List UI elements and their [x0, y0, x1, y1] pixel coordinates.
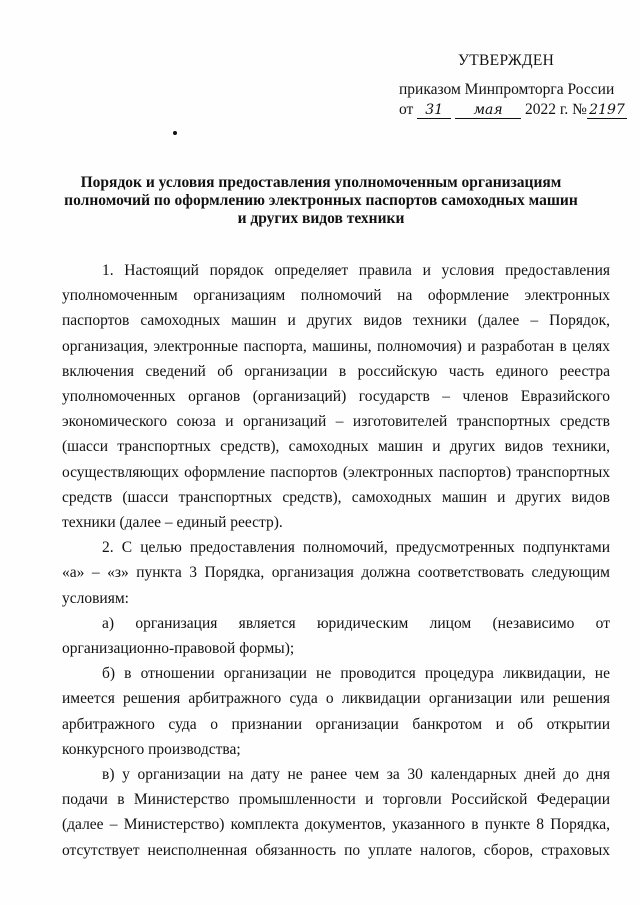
date-prefix: от — [399, 101, 414, 118]
paragraph-2a: а) организация является юридическим лицом (независимо от организационно-правовой формы); — [62, 614, 610, 658]
title-line-1: Порядок и условия предоставления уполномоченным организациям — [80, 174, 562, 191]
title-line-3: и других видов техники — [237, 210, 405, 227]
approval-title: УТВЕРЖДЕН — [458, 52, 555, 69]
handwritten-day: 31 — [417, 102, 451, 119]
paragraph-2: 2. С целью предоставления полномочий, предусмотренных подпунктами «а» – «з» пункта 3 Порядка, организация должна соответствовать следующим условиям: — [62, 539, 610, 607]
paragraph-1: 1. Настоящий порядок определяет правила и условия предоставления уполномоченным организациям полномочий на оформление электронных паспортов самоходных машин и других видов техники (далее – Порядок, организация, электронные паспорта, машины, полномочия) и разработан в целях включения сведений об организации в российскую часть единого реестра уполномоченных органов (организаций) государств – членов Евразийского экономического союза и организаций – изготовителей транспортных средств (шасси транспортных средств), самоходных машин и других видов техники, осуществляющих оформление паспортов (электронных паспортов) транспортных средств (шасси транспортных средств), самоходных машин и других видов техники (далее – единый реестр). — [62, 262, 610, 532]
handwritten-order-number: 2197 — [587, 102, 627, 119]
stray-dot-mark — [173, 131, 177, 135]
handwritten-month: мая — [455, 102, 521, 119]
approval-date-line — [399, 101, 627, 119]
document-title — [60, 174, 582, 228]
paragraph-2b: б) в отношении организации не проводится процедура ликвидации, не имеется решения арбитражного суда о ликвидации организации или решения арбитражного суда о признании организации банкротом и об открытии конкурсного производства; — [62, 665, 610, 758]
title-line-2: полномочий по оформлению электронных паспортов самоходных машин — [64, 192, 578, 209]
document-body — [62, 258, 610, 863]
paragraph-2c: в) у организации на дату не ранее чем за 30 календарных дней до дня подачи в Министерство промышленности и торговли Российской Федерации (далее – Министерство) комплекта документов, указанного в пункте 8 Порядка, отсутствует неисполненная обязанность по уплате налогов, сборов, страховых — [62, 766, 610, 859]
year-text: 2022 г. № — [524, 101, 587, 118]
approval-order-line: приказом Минпромторга России — [399, 81, 615, 98]
